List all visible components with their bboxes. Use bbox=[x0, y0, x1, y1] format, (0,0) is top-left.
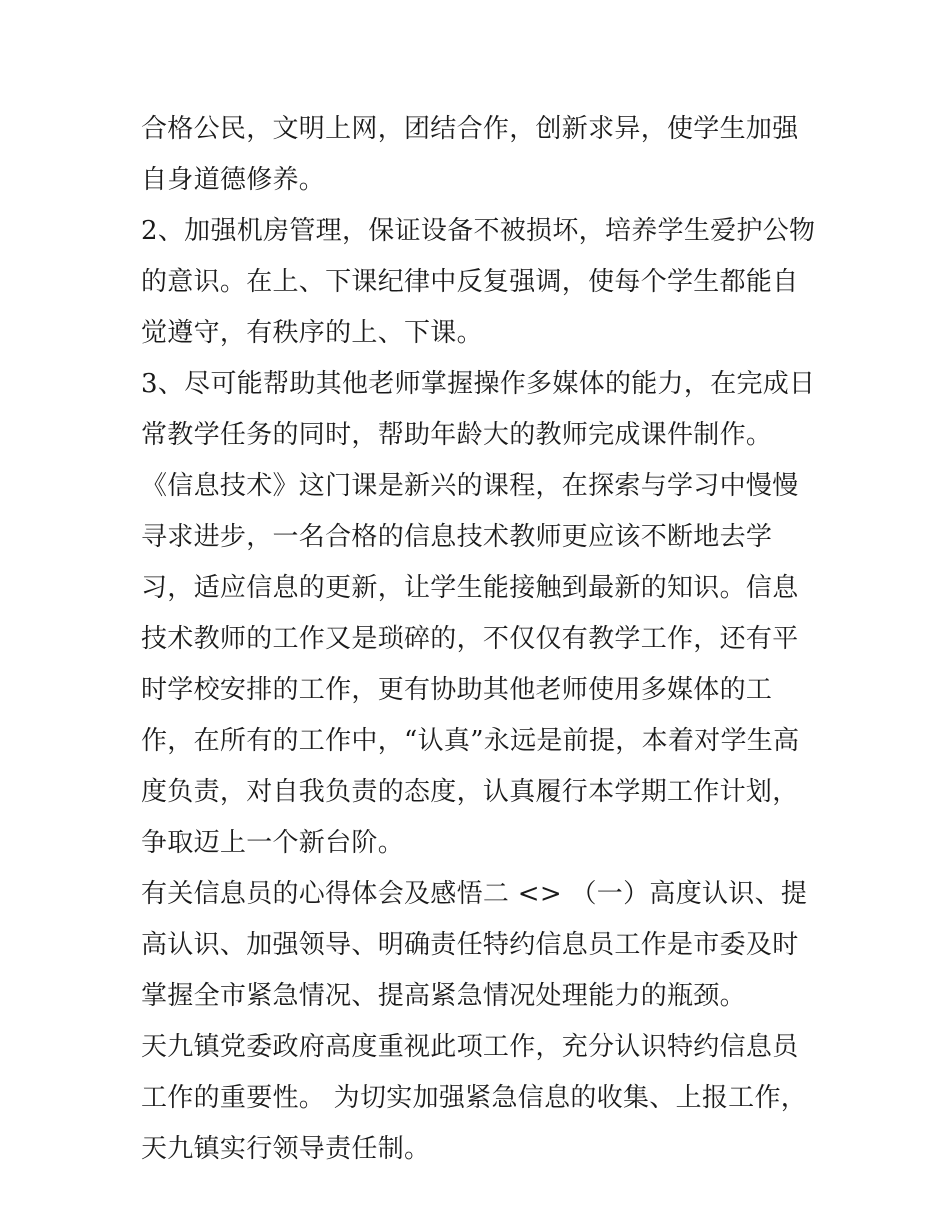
paragraph-multimedia-help: 3、尽可能帮助其他老师掌握操作多媒体的能力，在完成日常教学任务的同时，帮助年龄大的教师完成课件制作。 bbox=[141, 369, 816, 450]
paragraph-informant-reflection: 有关信息员的心得体会及感悟二 <> （一）高度认识、提高认识、加强领导、明确责任特约信息员工作是市委及时掌握全市紧急情况、提高紧急情况处理能力的瓶颈。 bbox=[141, 879, 808, 1011]
paragraph-civic-ethics: 合格公民，文明上网，团结合作，创新求异，使学生加强自身道德修养。 bbox=[141, 114, 799, 195]
paragraph-it-course: 《信息技术》这门课是新兴的课程，在探索与学习中慢慢寻求进步，一名合格的信息技术教师更应该不断地去学习，适应信息的更新，让学生能接触到最新的知识。信息技术教师的工作又是琐碎的，不仅仅有教学工作，还有平时学校安排的工作，更有协助其他老师使用多媒体的工作，在所有的工作中，“认真”永远是前提，本着对学生高度负责，对自我负责的态度，认真履行本学期工作计划，争取迈上一个新台阶。 bbox=[141, 471, 800, 858]
paragraph-lab-management: 2、加强机房管理，保证设备不被损坏，培养学生爱护公物的意识。在上、下课纪律中反复强调，使每个学生都能自觉遵守，有秩序的上、下课。 bbox=[141, 216, 816, 348]
document-body bbox=[141, 104, 821, 1175]
paragraph-tianjiu-town: 天九镇党委政府高度重视此项工作，充分认识特约信息员工作的重要性。 为切实加强紧急信息的收集、上报工作，天九镇实行领导责任制。 bbox=[141, 1032, 808, 1164]
